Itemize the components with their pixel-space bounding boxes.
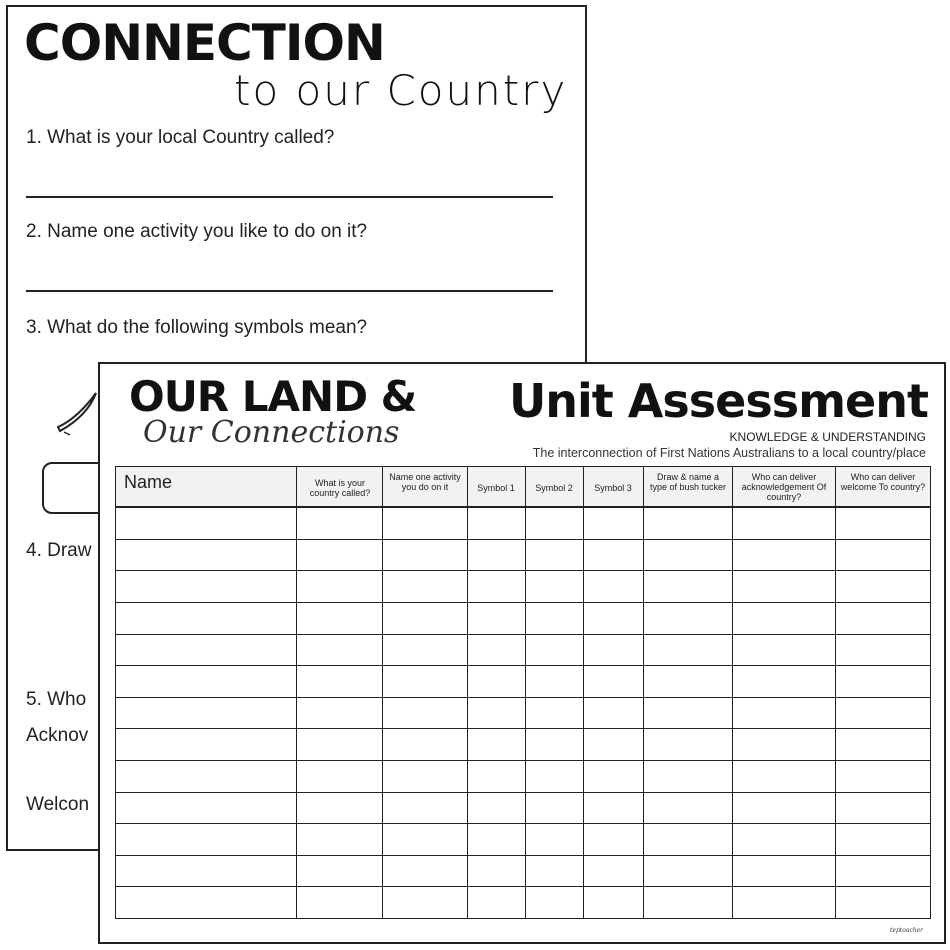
col-line (382, 466, 383, 918)
col-line (296, 466, 297, 918)
row-line (115, 570, 931, 571)
header-welcome: Who can deliver welcome To country? (840, 472, 926, 492)
answer-line-1 (26, 196, 553, 198)
assessment-title-left: OUR LAND & (129, 372, 417, 421)
question-3: 3. What do the following symbols mean? (26, 317, 368, 338)
header-bush-tucker: Draw & name a type of bush tucker (649, 472, 727, 492)
brand-logo: teptoacher (890, 927, 924, 934)
row-line (115, 634, 931, 635)
question-5: 5. Who (26, 689, 87, 710)
row-line (115, 792, 931, 793)
worksheet-subtitle: to our Country (234, 66, 568, 115)
header-symbol-3: Symbol 3 (594, 483, 632, 493)
col-line (835, 466, 836, 918)
row-line (115, 823, 931, 824)
row-line (115, 539, 931, 540)
col-line (467, 466, 468, 918)
header-acknowledgement: Who can deliver acknowledgement Of country? (741, 472, 827, 502)
header-activity: Name one activity you do on it (389, 472, 461, 492)
assessment-title-script: Our Connections (143, 415, 400, 450)
table-header-name: Name (124, 472, 173, 492)
answer-line-2 (26, 290, 553, 292)
assessment-subtitle: The interconnection of First Nations Australians to a local country/place (532, 446, 926, 460)
col-line (525, 466, 526, 918)
question-1: 1. What is your local Country called? (26, 127, 335, 148)
header-symbol-2: Symbol 2 (535, 483, 573, 493)
acknowledgement-label: Acknov (26, 725, 89, 746)
row-line (115, 886, 931, 887)
header-symbol-1: Symbol 1 (477, 483, 515, 493)
boomerang-symbol-icon (52, 387, 104, 437)
col-line (732, 466, 733, 918)
row-line (115, 602, 931, 603)
welcome-label: Welcon (26, 794, 90, 815)
row-line (115, 466, 931, 467)
col-line (115, 466, 116, 918)
row-line (115, 918, 931, 919)
row-line (115, 728, 931, 729)
worksheet-title: CONNECTION (24, 14, 385, 72)
header-country-called: What is your country called? (309, 478, 371, 498)
col-line (583, 466, 584, 918)
row-line (115, 760, 931, 761)
question-4: 4. Draw (26, 540, 92, 561)
assessment-subtitle-caps: KNOWLEDGE & UNDERSTANDING (729, 430, 926, 444)
assessment-title-right: Unit Assessment (508, 374, 928, 428)
row-line (115, 665, 931, 666)
row-line (115, 855, 931, 856)
col-line (643, 466, 644, 918)
row-line (115, 507, 931, 508)
row-line (115, 697, 931, 698)
question-2: 2. Name one activity you like to do on it? (26, 221, 368, 242)
col-line (930, 466, 931, 918)
